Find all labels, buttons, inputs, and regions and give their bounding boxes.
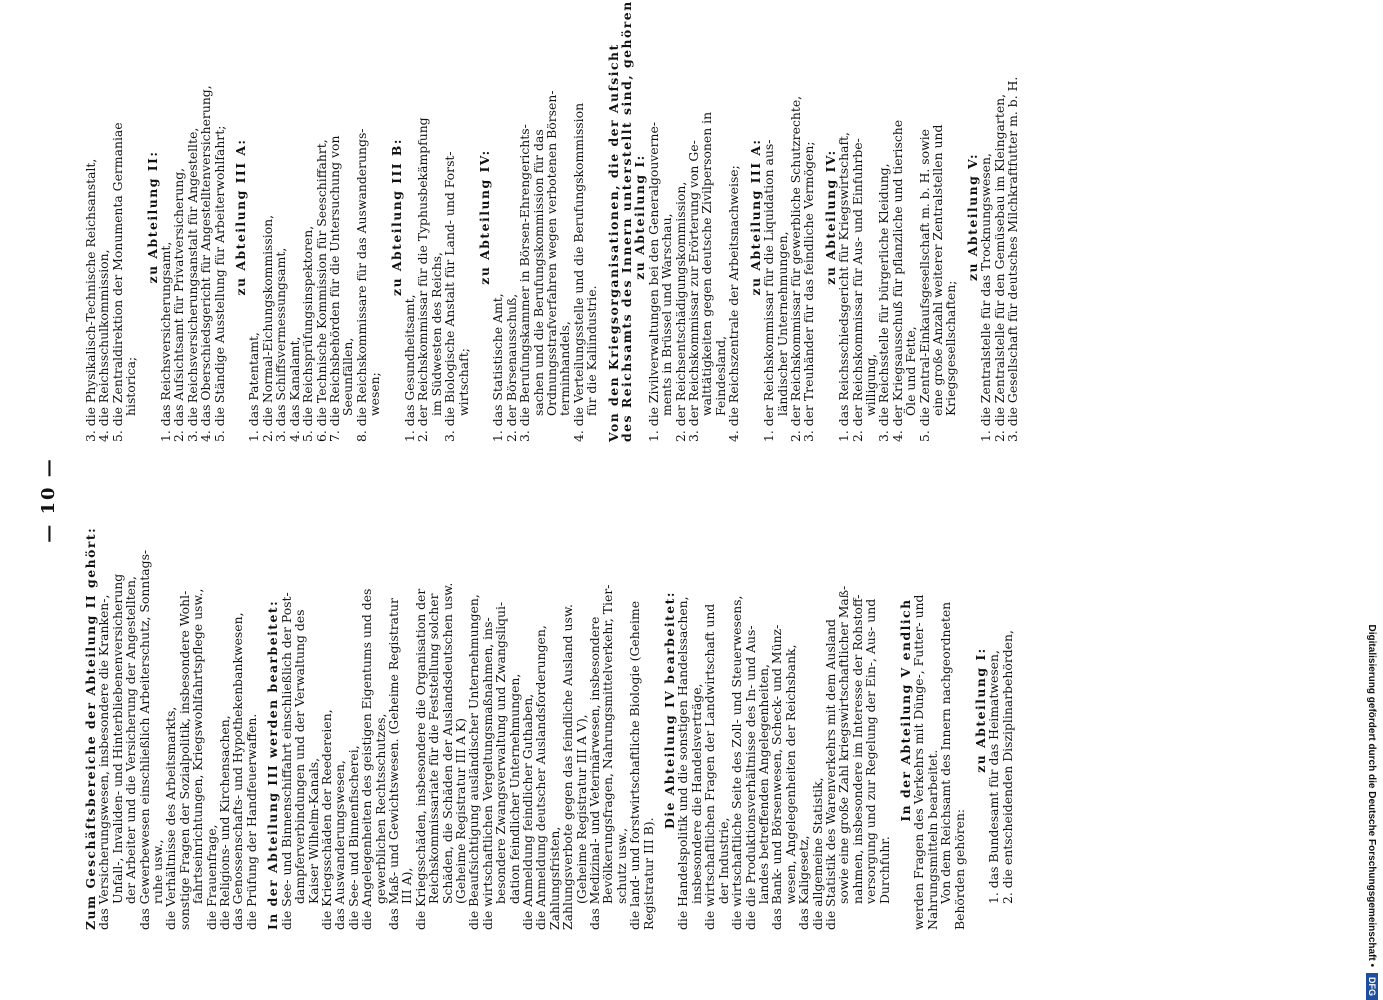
text-line: Öle und Fette, <box>903 326 919 416</box>
text-line: 2. das Aufsichtsamt für Privatversicherung, <box>171 167 187 442</box>
footer-credit: Digitalisierung gefördert durch die Deutsche Forschungsgemeinschaft • <box>1366 624 1378 967</box>
text-line: die wirtschaftlichen Vergeltungsmaßnahmen, ins- <box>479 617 495 930</box>
text-line: 5. die Reichsprüfungsinspektoren, <box>300 225 316 442</box>
text-line: die Angelegenheiten des geistigen Eigentums und des <box>359 588 375 930</box>
text-line: Nahrungsmitteln bearbeitet. <box>924 749 940 930</box>
text-line: 1. das Statistische Amt, <box>490 293 506 442</box>
text-line: historica; <box>123 356 139 416</box>
text-line: die Statistik des Warenverkehrs mit dem Ausland <box>822 619 838 930</box>
text-line: 5. die Zentral-Einkaufsgesellschaft m. b. H. sowie <box>916 129 932 442</box>
text-line: die wirtschaftlichen Fragen der Landwirtschaft und <box>702 603 718 930</box>
text-line: besondere Zwangsverwaltung und Zwangsliqui- <box>493 601 509 904</box>
text-line: 4. das Kanalamt, <box>286 336 302 442</box>
text-line: fahrtseinrichtungen, Kriegswohlfahrtspflege usw., <box>190 588 206 904</box>
text-line: das Medizinal- und Veterinärwesen, insbesondere <box>587 616 603 930</box>
text-line: 8. die Reichskommissare für das Auswanderungs- <box>353 128 369 442</box>
text-line: das Kaligesetz, <box>796 835 812 930</box>
text-line: zu Abteilung IV: <box>476 149 492 285</box>
text-line: das Versicherungswesen, insbesondere die Kranken-, <box>96 594 112 930</box>
text-line: wesen; <box>367 372 383 416</box>
text-line: zu Abteilung III B: <box>388 138 404 296</box>
text-line: 3. der Reichskommissar zur Erörterung von Ge- <box>686 140 702 442</box>
text-line: Ordnungsstrafverfahren wegen verbotenen Börsen- <box>544 90 559 416</box>
text-line: Bevölkerungsfragen, Nahrungsmittelverkehr, Tier- <box>600 584 616 904</box>
text-line: die Frauenfrage, <box>203 824 219 930</box>
text-line: Die Abteilung IV bearbeitet: <box>662 591 678 829</box>
left-text-column <box>84 490 1014 930</box>
text-line: Durchfuhr. <box>876 836 892 904</box>
text-line: In der Abteilung V endlich <box>897 598 913 822</box>
text-line: 4. der Kriegsausschuß für pflanzliche und tierische <box>889 119 905 442</box>
digitization-footer <box>1355 10 1383 1000</box>
text-line: der Arbeiter und die Versicherung der Angestellten, <box>123 576 139 904</box>
text-line: die allgemeine Statistik, <box>809 777 825 930</box>
text-line: 2. die entscheidenden Disziplinarbehörden, <box>999 630 1015 904</box>
dfg-logo: DFG <box>1366 973 1378 1000</box>
text-line: im Südwesten des Reichs, <box>428 252 444 416</box>
text-line: wesen, Angelegenheiten der Reichsbank, <box>782 644 798 904</box>
text-line: für die Kaliindustrie. <box>584 285 600 416</box>
text-line: 5. die Ständige Ausstellung für Arbeiterwohlfahrt; <box>211 125 227 442</box>
text-line: 3. die Physikalisch-Technische Reichsanstalt, <box>83 158 98 442</box>
text-line: 1. das Bundesamt für das Heimatwesen, <box>986 650 1002 904</box>
text-line: die See- und Binnenfischerei, <box>345 745 361 930</box>
text-line: 3. die Gesellschaft für deutsches Milchkraftfutter m. b. H. <box>1005 76 1020 442</box>
text-line: 3. die Biologische Anstalt für Land- und Forst- <box>442 151 458 442</box>
text-line: (Geheime Registratur III A V), <box>573 714 589 904</box>
text-line: 4. die Reichszentrale der Arbeitsnachweise; <box>726 165 742 442</box>
text-line: landes betreffenden Angelegenheiten, <box>755 664 771 904</box>
text-line: III A), <box>399 867 415 904</box>
text-line: walttätigkeiten gegen deutsche Zivilpersonen in <box>699 111 715 416</box>
text-line: zu Abteilung V: <box>964 152 980 282</box>
text-line: zu Abteilung III A: <box>747 138 763 296</box>
text-line: Kriegsgesellschaften; <box>943 280 959 416</box>
text-line: zu Abteilung II: <box>144 150 160 284</box>
text-line: ruhe usw., <box>150 839 166 904</box>
text-line: die die Produktionsverhältnisse des In- und Aus- <box>742 625 758 930</box>
text-line: 3. das Schiffsvermessungsamt, <box>273 247 289 442</box>
text-line: zu Abteilung I: <box>632 154 648 280</box>
text-line: 3. die Berufungskammer in Börsen-Ehrengerichts- <box>517 124 533 442</box>
text-line: das Maß- und Gewichtswesen. (Geheime Registratur <box>385 598 401 930</box>
text-line: 7. die Reichsbehörden für die Untersuchung von <box>326 135 342 442</box>
text-line: Von dem Reichsamt des Innern nachgeordneten <box>938 601 954 904</box>
text-line: 1. der Reichskommissar für die Liquidation aus- <box>761 139 777 442</box>
text-line: 2. der Reichsentschädigungskommission, <box>672 181 688 442</box>
text-line: 4. das Oberschiedsgericht für Angestelltenversicherung, <box>198 85 214 442</box>
text-line: terminhandels, <box>557 321 573 416</box>
text-line: das Auswanderungswesen, <box>332 760 348 930</box>
text-line: die See- und Binnenschiffahrt einschließlich der Post- <box>278 592 294 930</box>
text-line: die Anmeldung deutscher Auslandsforderungen, <box>533 625 549 930</box>
text-line: 2. die Zentralstelle für den Gemüsebau im Kleingarten, <box>991 93 1007 442</box>
text-line: insbesondere die Handelsverträge, <box>688 683 704 904</box>
text-line: (Geheime Registratur III A K) <box>452 718 468 904</box>
text-line: 1. die Zivilverwaltungen bei den Generalgouverne- <box>645 121 661 442</box>
text-line: 3. die Reichsversicherungsanstalt für Angestellte, <box>184 127 200 442</box>
text-line: die Handelspolitik und die sonstigen Handelssachen, <box>675 596 691 930</box>
text-line: In der Abteilung III werden bearbeitet: <box>265 599 281 930</box>
text-line: 1. das Gesundheitsamt, <box>401 294 417 442</box>
text-line: Behörden gehören: <box>951 808 967 930</box>
text-line: nahmen, insbesondere im Interesse der Rohstoff- <box>849 594 865 904</box>
text-line: 2. der Reichskommissar für Aus- und Einfuhrbe- <box>849 138 865 442</box>
text-line: 4. die Verteilungsstelle und die Berufungskommission <box>570 102 586 442</box>
text-line: Registratur III B). <box>640 817 656 930</box>
text-line: Reichskommissariate für die Feststellung solcher <box>426 593 442 904</box>
text-line: Zum Geschäftsbereiche der Abteilung II gehört: <box>83 526 98 930</box>
text-line: die Prüfung der Handfeuerwaffen. <box>243 713 259 930</box>
text-line: versorgung und zur Regelung der Ein-, Aus- und <box>863 598 879 904</box>
page-number: — 10 — <box>38 457 59 543</box>
text-line: des Reichsamts des Innern unterstellt sind, gehören <box>619 0 635 442</box>
text-line: 3. die Reichsstelle für bürgerliche Kleidung, <box>876 163 892 442</box>
text-line: Unfall-, Invaliden- und Hinterbliebenenversicherung <box>109 573 125 904</box>
text-line: Zahlungsfristen, <box>546 826 562 930</box>
text-line: die land- und forstwirtschaftliche Biologie (Geheime <box>627 600 643 930</box>
text-line: der Industrie, <box>715 817 731 904</box>
text-line: 2. der Reichskommissar für gewerbliche Schutzrechte, <box>787 95 803 442</box>
text-line: die Religions- und Kirchensachen, <box>217 715 233 930</box>
text-line: wirtschaft; <box>455 348 471 416</box>
text-line: die Kriegsschäden der Reedereien, <box>318 709 334 930</box>
text-line: Schäden, die Schäden der Auslandsdeutschen usw. <box>439 582 455 904</box>
text-line: eine große Anzahl weiterer Zentralstellen und <box>929 124 945 416</box>
text-line: Feindesland, <box>712 335 728 416</box>
text-line: das Genossenschafts- und Hypothekenbankwesen, <box>230 612 246 930</box>
text-line: schutz usw., <box>613 827 629 904</box>
text-line: gewerblichen Rechtsschutzes, <box>372 713 388 904</box>
text-line: 2. der Börsenausschuß, <box>503 293 519 442</box>
text-line: zu Abteilung IV: <box>822 149 838 285</box>
text-line: sowie eine große Zahl kriegswirtschaftlicher Maß- <box>836 585 852 904</box>
text-line: 4. die Reichsschulkommission, <box>96 249 112 442</box>
text-line: die wirtschaftliche Seite des Zoll- und Steuerwesens, <box>729 595 745 930</box>
text-line: zu Abteilung III A: <box>233 138 249 296</box>
text-line: 1. die Zentralstelle für das Trocknungswesen, <box>978 153 994 442</box>
text-line: dampferverbindungen und der Verwaltung des <box>292 609 308 904</box>
text-line: willigung, <box>862 353 878 416</box>
text-line: die Kriegsschäden, insbesondere die Organisation der <box>412 588 428 930</box>
text-line: 6. die Technische Kommission für Seeschiffahrt, <box>313 139 329 442</box>
text-line: die Beaufsichtigung ausländischer Unternehmungen, <box>466 594 482 930</box>
text-line: 3. der Treuhänder für das feindliche Vermögen; <box>801 141 817 442</box>
text-line: ments in Brüssel und Warschau, <box>659 213 675 416</box>
text-line: 1. das Reichsschiedsgericht für Kriegswirtschaft, <box>836 132 852 442</box>
text-line: Zahlungsverbote gegen das feindliche Ausland usw. <box>560 604 576 930</box>
text-line: Kaiser Wilhelm-Kanals, <box>305 757 321 904</box>
text-line: ländischer Unternehmungen, <box>774 231 790 416</box>
text-line: 2. die Normal-Eichungskommission, <box>259 214 275 442</box>
text-line: 2. der Reichskommissar für die Typhusbekämpfung <box>415 117 431 442</box>
text-line: sonstige Fragen der Sozialpolitik, insbesondere Wohl- <box>176 590 192 930</box>
right-text-column <box>84 0 1019 442</box>
text-line: Von den Kriegsorganisationen, die der Aufsicht <box>605 43 621 442</box>
text-line: 1. das Reichsversicherungsamt, <box>158 241 174 442</box>
text-line: werden Fragen des Verkehrs mit Dünge-, Futter- und <box>911 594 927 930</box>
text-line: die Verhältnisse des Arbeitsmarkts, <box>163 706 179 930</box>
text-line: sachen und die Berufungskommission für das <box>530 129 546 416</box>
text-line: dation feindlicher Unternehmungen, <box>506 673 522 904</box>
text-line: die Anmeldung feindlicher Guthaben, <box>520 693 535 930</box>
text-line: 1. das Patentamt, <box>246 332 262 442</box>
text-line: das Gewerbewesen einschließlich Arbeiterschutz, Sonntags- <box>136 549 152 930</box>
text-line: Seeunfällen, <box>340 337 356 416</box>
text-line: 5. die Zentraldirektion der Monumenta Germaniae <box>109 122 125 442</box>
text-line: zu Abteilung I: <box>973 647 988 773</box>
text-line: das Bank- und Börsenwesen, Scheck- und Münz- <box>769 624 785 930</box>
